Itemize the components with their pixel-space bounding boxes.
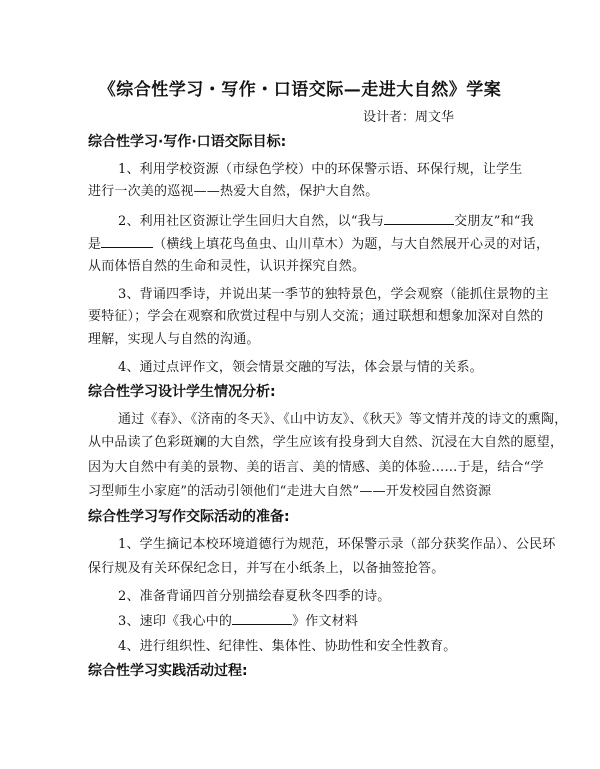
goal-2-line-2: [88, 233, 549, 252]
goal-2-text-c: 是: [88, 237, 102, 252]
goal-2-text-b: 交朋友”和“我: [454, 214, 534, 229]
prep-3-line: [118, 610, 358, 629]
prep-1-line-2: 保行规及有关环保纪念日，并写在小纸条上，以备抽签抢答。: [88, 561, 445, 576]
goal-3-line-3: 理解，实现人与自然的沟通。: [88, 332, 260, 347]
goal-1-line-2: 进行一次美的巡视——热爱大自然，保护大自然。: [88, 184, 379, 199]
section-heading-preparation: 综合性学习写作交际活动的准备:: [88, 509, 290, 525]
goal-2-text-d: （横线上填花鸟鱼虫、山川草木）为题，与大自然展开心灵的对话，: [153, 237, 550, 252]
analysis-line-2: 从中品读了色彩斑斓的大自然，学生应该有投身到大自然、沉浸在大自然的愿望，: [88, 435, 564, 450]
prep-4-line: 4、进行组织性、纪律性、集体性、协助性和安全性教育。: [118, 639, 457, 654]
goal-4-line: 4、通过点评作文，领会情景交融的写法，体会景与情的关系。: [118, 360, 483, 375]
analysis-line-4: 习型师生小家庭”的活动引领他们“走进大自然”——开发校园自然资源: [88, 484, 492, 499]
goal-3-line-2: 要特征）；学会在观察和欣赏过程中与别人交流；通过联想和想象加深对自然的: [88, 309, 544, 324]
goal-2-text-a: 2、利用社区资源让学生回归大自然，以“我与: [118, 214, 385, 229]
fill-blank: [232, 612, 292, 625]
fill-blank: [101, 235, 153, 248]
prep-1-line-1: 1、学生摘记本校环境道德行为规范，环保警示录（部分获奖作品）、公民环: [118, 537, 556, 552]
document-title: 《综合性学习・写作・口语交际—走进大自然》学案: [98, 80, 502, 100]
prep-3-text-a: 3、速印《我心中的: [118, 614, 233, 629]
fill-blank: [384, 212, 454, 225]
goal-2-line-3: 从而体悟自然的生命和灵性，认识并探究自然。: [88, 259, 366, 274]
prep-2-line: 2、准备背诵四首分别描绘春夏秋冬四季的诗。: [118, 589, 391, 604]
analysis-line-1: 通过《春》、《济南的冬天》、《山中访友》、《秋天》等文情并茂的诗文的熏陶，: [118, 412, 568, 427]
goal-1-line-1: 1、利用学校资源（市绿色学校）中的环保警示语、环保行规，让学生: [118, 162, 523, 177]
goal-2-line-1: [118, 210, 534, 229]
section-heading-process: 综合性学习实践活动过程:: [88, 663, 248, 679]
designer-credit: 设计者：周文华: [363, 110, 455, 125]
goal-3-line-1: 3、背诵四季诗，并说出某一季节的独特景色，学会观察（能抓住景物的主: [118, 287, 549, 302]
section-heading-goals: 综合性学习·写作·口语交际目标:: [88, 134, 287, 150]
analysis-line-3: 因为大自然中有美的景物、美的语言、美的情感、美的体验……于是，结合“学: [88, 460, 544, 475]
section-heading-analysis: 综合性学习设计学生情况分析:: [88, 384, 276, 400]
prep-3-text-b: 》作文材料: [292, 614, 359, 629]
